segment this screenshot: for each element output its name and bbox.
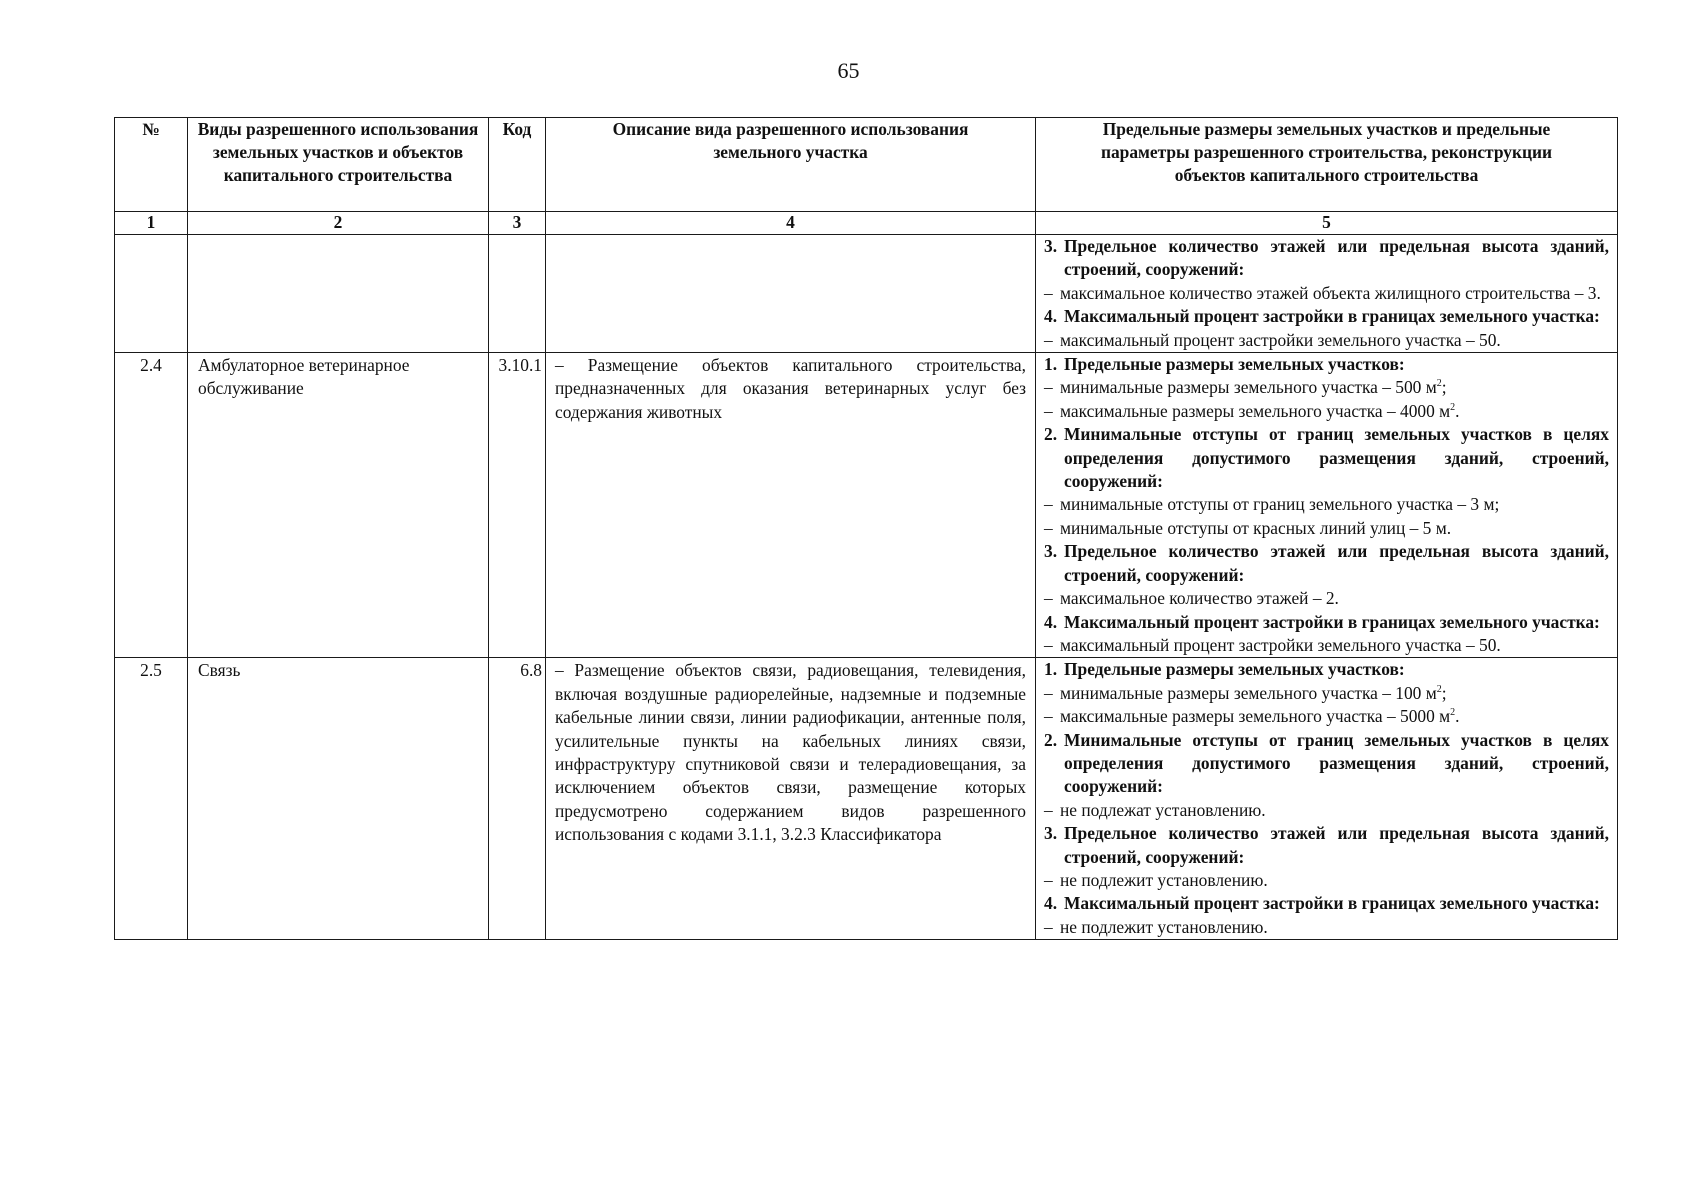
- param-text: минимальные отступы от границ земельного участка – 3 м;: [1060, 494, 1500, 515]
- param-marker: –: [1044, 329, 1053, 350]
- param-text: Минимальные отступы от границ земельных участков в целях определения допустимого размещения зданий, строений, сооружений:: [1064, 424, 1609, 492]
- description-text: – Размещение объектов связи, радиовещания, телевидения, включая воздушные радиорелейные, надземные и подземные кабельные линии связи, линии радиофикации, антенные поля, усилительные пункты на кабельных линиях связи, инфраструктуру спутниковой связи и телерадиовещания, за исключением объектов связи, размещение которых предусмотрено содержанием видов разрешенного использования с кодами 3.1.1, 3.2.3 Классификатора: [555, 660, 1026, 845]
- param-text: минимальные отступы от красных линий улиц – 5 м.: [1060, 517, 1452, 538]
- param-text: максимальные размеры земельного участка – 4000 м: [1060, 400, 1451, 421]
- param-marker: 4.: [1044, 893, 1058, 914]
- param-item: [1044, 282, 1609, 305]
- header-use-type: Виды разрешенного использования земельных участков и объектов капитального строительства: [188, 118, 489, 212]
- param-text: не подлежит установлению.: [1060, 916, 1268, 937]
- cell-use-type: Амбулаторное ветеринарное обслуживание: [188, 353, 489, 658]
- header-description: Описание вида разрешенного использования земельного участка: [546, 118, 1036, 212]
- param-item: [1044, 822, 1609, 869]
- param-item: [1044, 540, 1609, 587]
- param-text: Максимальный процент застройки в границах земельного участка:: [1064, 893, 1600, 914]
- param-marker: –: [1044, 494, 1053, 515]
- cell-use-type: [188, 235, 489, 353]
- param-text: максимальные размеры земельного участка – 5000 м: [1060, 706, 1451, 727]
- param-marker: –: [1044, 282, 1053, 303]
- column-number: 4: [546, 212, 1036, 235]
- param-marker: –: [1044, 869, 1053, 890]
- header-row: [115, 118, 1618, 212]
- param-item: [1044, 892, 1609, 915]
- param-marker: –: [1044, 799, 1053, 820]
- column-number: 2: [188, 212, 489, 235]
- param-item: [1044, 400, 1609, 423]
- cell-description: [546, 353, 1036, 658]
- param-text: Максимальный процент застройки в границах земельного участка:: [1064, 306, 1600, 327]
- param-marker: 4.: [1044, 611, 1058, 632]
- param-item: [1044, 916, 1609, 939]
- param-marker: 1.: [1044, 354, 1058, 375]
- param-tail: ;: [1441, 377, 1447, 398]
- param-item: [1044, 235, 1609, 282]
- param-text: Предельные размеры земельных участков:: [1064, 659, 1405, 680]
- cell-code: [489, 235, 546, 353]
- superscript: 2: [1450, 707, 1456, 719]
- param-text: не подлежит установлению.: [1060, 869, 1268, 890]
- param-text: Предельное количество этажей или предельная высота зданий, строений, сооружений:: [1064, 236, 1609, 280]
- cell-use-type: Связь: [188, 658, 489, 940]
- header-number: №: [115, 118, 188, 212]
- column-number: 1: [115, 212, 188, 235]
- param-item: [1044, 634, 1609, 657]
- param-marker: 4.: [1044, 306, 1058, 327]
- param-marker: 3.: [1044, 541, 1058, 562]
- column-number-row: [115, 212, 1618, 235]
- cell-code: 6.8: [489, 658, 546, 940]
- cell-number: 2.5: [115, 658, 188, 940]
- param-item: [1044, 376, 1609, 399]
- param-marker: –: [1044, 377, 1053, 398]
- param-item: [1044, 799, 1609, 822]
- param-item: [1044, 305, 1609, 328]
- table-row: [115, 353, 1618, 658]
- param-text: Минимальные отступы от границ земельных участков в целях определения допустимого размещения зданий, строений, сооружений:: [1064, 729, 1609, 797]
- param-item: [1044, 682, 1609, 705]
- cell-code: 3.10.1: [489, 353, 546, 658]
- param-item: [1044, 705, 1609, 728]
- cell-parameters: [1036, 658, 1618, 940]
- param-marker: –: [1044, 517, 1053, 538]
- param-marker: 2.: [1044, 729, 1058, 750]
- cell-number: 2.4: [115, 353, 188, 658]
- param-item: [1044, 658, 1609, 681]
- param-tail: .: [1455, 400, 1460, 421]
- description-text: – Размещение объектов капитального строительства, предназначенных для оказания ветеринарных услуг без содержания животных: [555, 355, 1026, 422]
- param-marker: –: [1044, 634, 1053, 655]
- header-parameters: Предельные размеры земельных участков и предельные параметры разрешенного строительства, реконструкции объектов капитального строительства: [1036, 118, 1618, 212]
- param-text: Предельное количество этажей или предельная высота зданий, строений, сооружений:: [1064, 823, 1609, 867]
- param-item: [1044, 493, 1609, 516]
- cell-parameters: [1036, 235, 1618, 353]
- param-text: минимальные размеры земельного участка – 100 м: [1060, 682, 1437, 703]
- param-text: максимальный процент застройки земельного участка – 50.: [1060, 329, 1501, 350]
- param-item: [1044, 611, 1609, 634]
- param-tail: ;: [1441, 682, 1447, 703]
- cell-parameters: [1036, 353, 1618, 658]
- param-text: Предельное количество этажей или предельная высота зданий, строений, сооружений:: [1064, 541, 1609, 585]
- superscript: 2: [1436, 378, 1442, 390]
- page-number: 65: [837, 58, 860, 83]
- param-marker: –: [1044, 588, 1053, 609]
- param-marker: –: [1044, 682, 1053, 703]
- param-marker: 3.: [1044, 236, 1058, 256]
- superscript: 2: [1450, 402, 1456, 414]
- land-use-table: [114, 117, 1618, 940]
- param-item: [1044, 423, 1609, 493]
- param-marker: 2.: [1044, 424, 1058, 445]
- superscript: 2: [1436, 683, 1442, 695]
- column-number: 5: [1036, 212, 1618, 235]
- param-item: [1044, 517, 1609, 540]
- header-code: Код: [489, 118, 546, 212]
- param-item: [1044, 587, 1609, 610]
- cell-description: [546, 658, 1036, 940]
- table-row-continuation: [115, 235, 1618, 353]
- cell-description: [546, 235, 1036, 353]
- param-marker: –: [1044, 400, 1053, 421]
- param-text: не подлежат установлению.: [1060, 799, 1266, 820]
- column-number: 3: [489, 212, 546, 235]
- param-item: [1044, 353, 1609, 376]
- table-row: [115, 658, 1618, 940]
- param-marker: 1.: [1044, 659, 1058, 680]
- cell-number: [115, 235, 188, 353]
- param-text: Предельные размеры земельных участков:: [1064, 354, 1405, 375]
- param-tail: .: [1455, 706, 1460, 727]
- param-item: [1044, 729, 1609, 799]
- param-text: минимальные размеры земельного участка – 500 м: [1060, 377, 1437, 398]
- param-text: максимальный процент застройки земельного участка – 50.: [1060, 634, 1501, 655]
- param-text: Максимальный процент застройки в границах земельного участка:: [1064, 611, 1600, 632]
- param-marker: 3.: [1044, 823, 1058, 844]
- param-item: [1044, 869, 1609, 892]
- param-item: [1044, 329, 1609, 352]
- param-marker: –: [1044, 706, 1053, 727]
- param-marker: –: [1044, 916, 1053, 937]
- param-text: максимальное количество этажей объекта жилищного строительства – 3.: [1060, 282, 1601, 303]
- param-text: максимальное количество этажей – 2.: [1060, 588, 1339, 609]
